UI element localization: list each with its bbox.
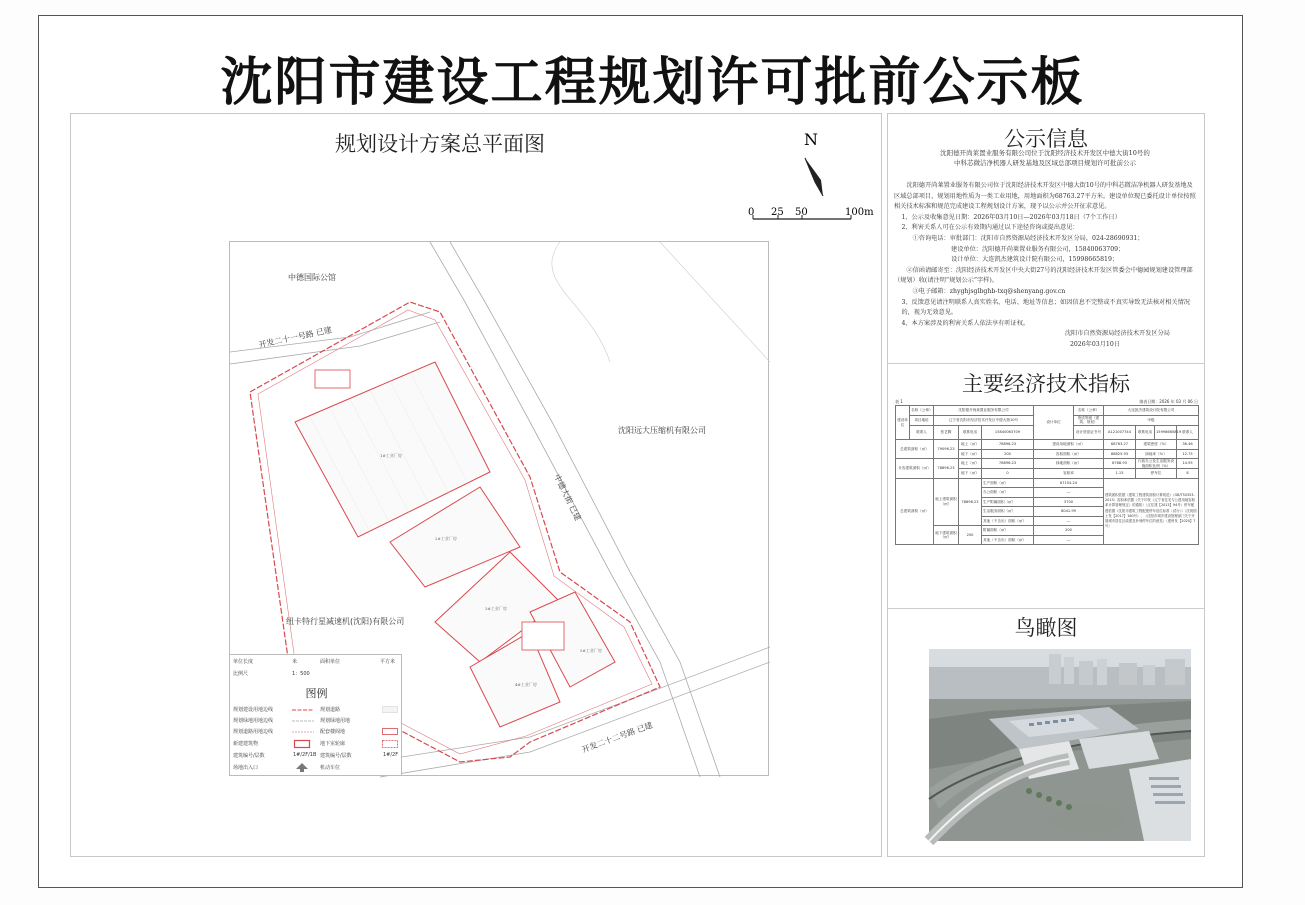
cell: 停车位 bbox=[1136, 469, 1177, 479]
cell-basis: 建筑面积依据《建筑工程建筑面积计算规范》（GB/T50353-2013）容积率依据《关于印发《辽宁省住宅与公建用地容积率计算管理规定》的通知》（辽住建【2013】94号）停车配建依据《沈阳市建筑工程配建停车泊位标准（试行）》（沈规国土发【2017】160号）、《沈阳市城乡建设管理部门关于开展城市居住区改建及补划停车位的意见》（建科发【2020】7号） bbox=[1104, 478, 1199, 545]
cell: 88825.93 bbox=[1104, 449, 1136, 459]
cell: 3700 bbox=[1034, 497, 1104, 507]
tech-heading: 主要经济技术指标 bbox=[962, 372, 1130, 396]
notice-subhead-line: 中科芯微洁净机器人研发基地及区域总部项目规划许可批前公示 bbox=[954, 159, 1136, 167]
entrance-arrow-icon bbox=[296, 763, 308, 772]
cell: 0 bbox=[982, 469, 1034, 479]
cell: 生产附属面积（㎡） bbox=[982, 497, 1034, 507]
legend-area-unit-label: 面积单位 bbox=[320, 659, 341, 665]
cell: 联系人 bbox=[910, 425, 934, 440]
cell: 78896.23 bbox=[982, 440, 1034, 450]
legend-road-swatch-icon bbox=[382, 706, 398, 713]
notice-heading: 公示信息 bbox=[1004, 127, 1088, 151]
scale-tick-0: 0 bbox=[748, 207, 755, 218]
cell: 15998665819 bbox=[1155, 425, 1177, 440]
cell: 14.95 bbox=[1177, 459, 1199, 469]
cell: 其他（不含出）面积（㎡） bbox=[982, 535, 1034, 545]
notice-date: 2026年03月10日 bbox=[1069, 340, 1120, 348]
cell: 建设单位 bbox=[896, 406, 910, 440]
notice-email: ③电子邮箱：zhyghjsglbghb-txq@shenyang.gov.cn bbox=[912, 287, 1066, 295]
notice-body bbox=[894, 181, 1198, 351]
cell: 78896.23 bbox=[934, 459, 959, 479]
legend-item: 建筑编号/层数 bbox=[233, 753, 265, 759]
cell: 地下（㎡） bbox=[959, 469, 982, 479]
legend-item: 新建建筑物 bbox=[233, 741, 259, 747]
cell: 设计资质证书号 bbox=[1074, 425, 1104, 440]
notice-subhead bbox=[895, 148, 1195, 168]
road-label-zhongde-street: 中德大街 已建 bbox=[552, 472, 583, 523]
cell: 78896.23 bbox=[982, 459, 1034, 469]
notice-paragraph: 沈阳德开尚莱置业服务有限公司位于沈阳经济技术开发区中德大街10号的中科芯微洁净机器人研发基地及区域总部项目，规划用地性质为一类工业用地，用地面积为68763.27平方米。建设单位现已委托设计单位按照相关技术标准和规范完成建设工程规划设计方案，现予以公示并公开征求意见。 bbox=[894, 182, 1196, 211]
notice-phone-approval: ①咨询电话：审批部门：沈阳市自然资源局经济技术开发区分局，024-28690931； bbox=[912, 234, 1144, 242]
map-label-yuanda: 沈阳远大压缩机有限公司 bbox=[618, 426, 706, 435]
cell: 沈阳德开尚莱置业服务有限公司 bbox=[934, 406, 1034, 416]
svg-text:1#工业厂房: 1#工业厂房 bbox=[380, 453, 402, 458]
cell: 其他（不含出）面积（㎡） bbox=[982, 516, 1034, 526]
legend-item: 配套楼阁地 bbox=[320, 729, 346, 735]
cell: — bbox=[1034, 516, 1104, 526]
cell: 辽宁省沈阳市经济技术开发区中德大街10号 bbox=[934, 415, 1034, 425]
cell: 36.46 bbox=[1177, 440, 1199, 450]
cell: 容积率 bbox=[1034, 469, 1104, 479]
cell: 12.75 bbox=[1177, 449, 1199, 459]
cell: 67154.24 bbox=[1034, 478, 1104, 488]
legend-item: 规划建设用地边线 bbox=[233, 707, 274, 713]
cell: A121007744 bbox=[1104, 425, 1136, 440]
cell: 地上（㎡） bbox=[959, 459, 982, 469]
cell: 张艺腾 bbox=[934, 425, 959, 440]
cell: 地下建筑面积（㎡） bbox=[934, 526, 959, 545]
cell: 68763.27 bbox=[1104, 440, 1136, 450]
aerial-heading: 鸟瞰图 bbox=[1014, 616, 1078, 640]
legend-item-sample: 1#/2F bbox=[383, 752, 399, 758]
cell: 建设用地面积（㎡） bbox=[1034, 440, 1104, 450]
fill-date: 填表日期：2026 年 03 月 06 日 bbox=[1139, 399, 1198, 404]
legend-unit-length-value: 米 bbox=[292, 659, 298, 665]
cell: 联系电话 bbox=[959, 425, 982, 440]
legend-item-sample: 1#/2F/1B bbox=[293, 752, 317, 758]
legend-item: 机动车位 bbox=[320, 765, 341, 771]
legend-item: 规划绿地用地 bbox=[320, 718, 351, 724]
tech-table bbox=[895, 405, 1199, 545]
cell: 15840063709 bbox=[982, 425, 1034, 440]
cell: 78896.23 bbox=[959, 478, 982, 526]
aerial-view-image bbox=[929, 649, 1191, 841]
legend-basement-icon bbox=[382, 740, 398, 748]
cell: 名称（公章） bbox=[1074, 406, 1104, 416]
cell: 名称（公章） bbox=[910, 406, 934, 416]
aerial-illustration bbox=[929, 649, 1191, 841]
scale-tick-50: 50 bbox=[795, 207, 808, 218]
cell: 甲级 bbox=[1104, 415, 1199, 425]
scale-tick-100: 100m bbox=[845, 207, 874, 218]
notice-mail: ②信函请邮寄至：沈阳经济技术开发区中央大街27号的沈阳经济技术开发区管委会中德园规划建设管理部（规划）收(请注明“规划公示”字样)。 bbox=[894, 266, 1193, 285]
cell: 办公面积（㎡） bbox=[982, 488, 1034, 498]
cell: 生活服务面积（㎡） bbox=[982, 507, 1034, 517]
cell: 8041.99 bbox=[1034, 507, 1104, 517]
cell: 计容建筑面积（㎡） bbox=[896, 459, 934, 479]
notice-item-channels: 2、利害关系人可在公示有效期内通过以下途径咨询或提出意见： bbox=[901, 224, 1079, 232]
cell: 总建筑面积（㎡） bbox=[896, 440, 934, 459]
cell: 建筑密度（%） bbox=[1136, 440, 1177, 450]
legend-unit-length-label: 单位长度 bbox=[233, 659, 254, 665]
cell: 地上（㎡） bbox=[959, 440, 982, 450]
north-arrow-icon bbox=[795, 130, 835, 200]
notice-subhead-line: 沈阳德开尚莱置业服务有限公司位于沈阳经济技术开发区中德大街10号的 bbox=[940, 149, 1150, 157]
cell: 200 bbox=[982, 449, 1034, 459]
legend-new-building-icon bbox=[294, 740, 310, 748]
cell: 联系电话 bbox=[1136, 425, 1155, 440]
table-number: 表 1 bbox=[895, 399, 903, 404]
legend-title: 图例 bbox=[305, 687, 328, 700]
legend-light-dash-icon bbox=[292, 730, 314, 734]
legend-item: 地下室轮廓 bbox=[320, 741, 346, 747]
legend-red-dash-icon bbox=[292, 708, 314, 712]
cell: 79096.23 bbox=[934, 440, 959, 459]
cell: 联系人 bbox=[1177, 425, 1199, 440]
cell: 地上建筑面积（㎡） bbox=[934, 478, 959, 526]
legend-item: 建筑编号/层数 bbox=[320, 753, 352, 759]
legend-red-box-icon bbox=[382, 728, 398, 735]
map-label-niuka: 纽卡特行星减速机(沈阳)有限公司 bbox=[286, 617, 405, 626]
notice-item-hearing: 4、本方案涉及的利害关系人依法享有听证权。 bbox=[901, 319, 1030, 327]
section-divider bbox=[887, 608, 1205, 609]
legend-scale-value: 1：500 bbox=[292, 671, 310, 677]
svg-text:5#工业厂房: 5#工业厂房 bbox=[580, 648, 602, 653]
north-label: N bbox=[804, 130, 818, 149]
svg-text:3#工业厂房: 3#工业厂房 bbox=[485, 606, 507, 611]
cell: 绿地面积（㎡） bbox=[1034, 459, 1104, 469]
site-plan-title: 规划设计方案总平面图 bbox=[335, 132, 545, 156]
legend-grey-dash-icon bbox=[292, 719, 314, 723]
section-divider bbox=[887, 363, 1205, 364]
scale-bar-icon bbox=[745, 203, 875, 225]
legend-item: 场地出入口 bbox=[233, 765, 259, 771]
road-label-south: 开发二十二号路 已建 bbox=[580, 720, 654, 755]
cell: 附属面积（㎡） bbox=[982, 526, 1034, 536]
cell: — bbox=[1034, 488, 1104, 498]
scale-tick-25: 25 bbox=[771, 207, 784, 218]
cell: 200 bbox=[1034, 526, 1104, 536]
legend-item: 规划道路用地边线 bbox=[233, 729, 274, 735]
legend-area-unit-value: 平方米 bbox=[380, 659, 396, 665]
notice-item-date: 1、公示及收集意见日期：2026年03月10日—2026年03月18日（7个工作日） bbox=[901, 213, 1121, 221]
cell: 200 bbox=[959, 526, 982, 545]
notice-item-feedback: 3、反馈意见请注明联系人真实姓名、电话、地址等信息；如因信息不完整或不真实导致无法核对相关情况的，视为无效意见。 bbox=[901, 298, 1190, 317]
notice-phone-designer: 设计单位：大连凯杰建筑设计院有限公司，15998665819； bbox=[951, 256, 1119, 264]
cell: 总建筑面积（㎡） bbox=[896, 478, 934, 545]
cell: 8768.93 bbox=[1104, 459, 1136, 469]
cell: 容积面积（㎡） bbox=[1034, 449, 1104, 459]
page-title: 沈阳市建设工程规划许可批前公示板 bbox=[220, 52, 1085, 113]
legend-scale-label: 比例尺 bbox=[233, 671, 249, 677]
svg-text:4#工业厂房: 4#工业厂房 bbox=[515, 682, 537, 687]
cell: 生产面积（㎡） bbox=[982, 478, 1034, 488]
cell: 1.15 bbox=[1104, 469, 1136, 479]
cell: — bbox=[1034, 535, 1104, 545]
svg-text:2#工业厂房: 2#工业厂房 bbox=[435, 536, 457, 541]
notice-phone-builder: 建设单位：沈阳德开尚莱置业服务有限公司，15840063709； bbox=[951, 245, 1125, 253]
cell: 行政办公及生活服务设施面积比例（%） bbox=[1136, 459, 1177, 469]
cell: 绿地率（%） bbox=[1136, 449, 1177, 459]
cell: 地下（㎡） bbox=[959, 449, 982, 459]
legend-item: 规划道路 bbox=[320, 707, 341, 713]
map-legend bbox=[229, 654, 402, 776]
road-label-north: 开发二十一号路 已建 bbox=[257, 325, 333, 350]
cell: 大连凯杰建筑设计院有限公司 bbox=[1104, 406, 1199, 416]
map-label-zhongde-apartment: 中德国际公馆 bbox=[288, 273, 336, 282]
cell: 8 bbox=[1177, 469, 1199, 479]
legend-item: 规划绿地用地边线 bbox=[233, 718, 274, 724]
cell: 项目地址 bbox=[910, 415, 934, 425]
cell: 资质等级（建筑、规划） bbox=[1074, 415, 1104, 425]
notice-signature: 沈阳市自然资源局经济技术开发区分局 bbox=[1064, 330, 1170, 338]
cell: 设计单位 bbox=[1034, 406, 1074, 440]
